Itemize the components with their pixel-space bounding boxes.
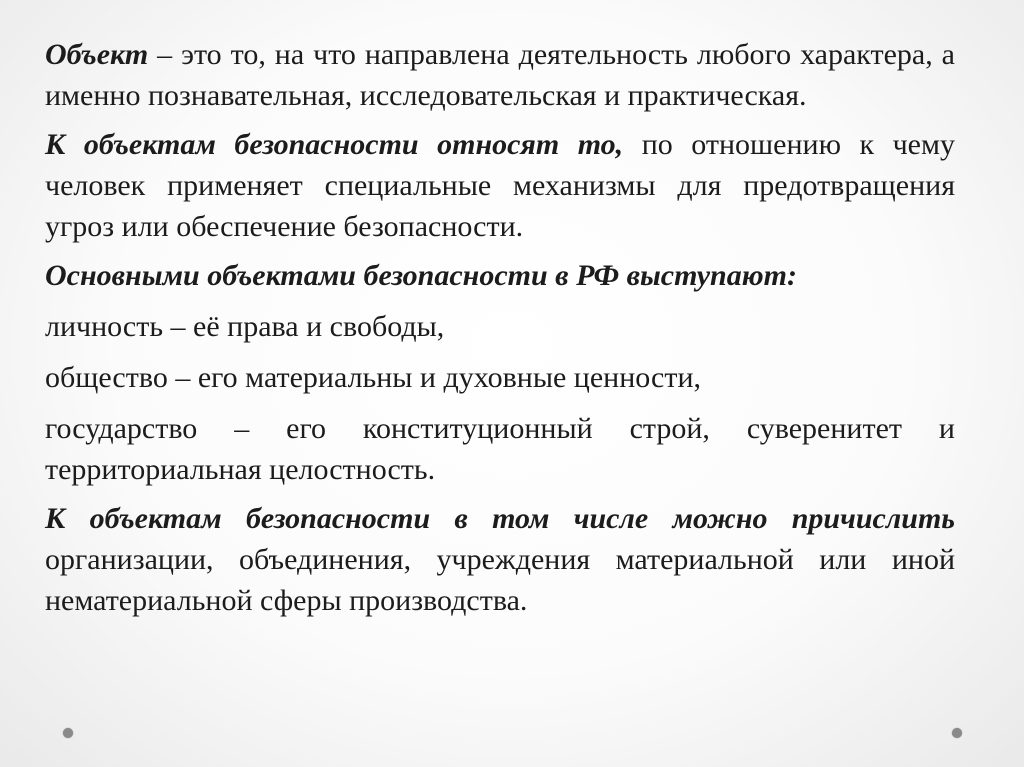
bullet-dot-icon	[952, 728, 962, 738]
paragraph-additional-objects	[45, 498, 955, 621]
heading-main-objects: Основными объектами безопасности в РФ выступают:	[45, 259, 797, 292]
list-item-state	[45, 408, 955, 490]
definition-object: – это то, на что направлена деятельность любого характера, а именно познавательная, исследовательская и практическая.	[45, 38, 955, 112]
definition-additional-objects: организации, объединения, учреждения материальной или иной нематериальной сферы производства.	[45, 543, 955, 617]
paragraph-object-definition	[45, 34, 955, 116]
term-security-objects: К объектам безопасности относят то,	[45, 128, 624, 161]
definition-security-objects: по отношению к чему человек применяет специальные механизмы для предотвращения угроз или обеспечение безопасности.	[45, 128, 955, 243]
list-item-state-text: государство – его конституционный строй, суверенитет и территориальная целостность.	[45, 412, 955, 486]
slide-content	[45, 34, 955, 629]
paragraph-security-objects	[45, 124, 955, 247]
bullet-dot-icon	[63, 728, 73, 738]
list-item-personality	[45, 306, 955, 347]
list-item-personality-text: личность – её права и свободы,	[45, 310, 445, 343]
term-object: Объект	[45, 38, 149, 71]
term-additional-objects: К объектам безопасности в том числе можно причислить	[45, 502, 955, 535]
paragraph-main-objects-heading	[45, 255, 955, 296]
list-item-society-text: общество – его материальны и духовные ценности,	[45, 361, 702, 394]
list-item-society	[45, 357, 955, 398]
